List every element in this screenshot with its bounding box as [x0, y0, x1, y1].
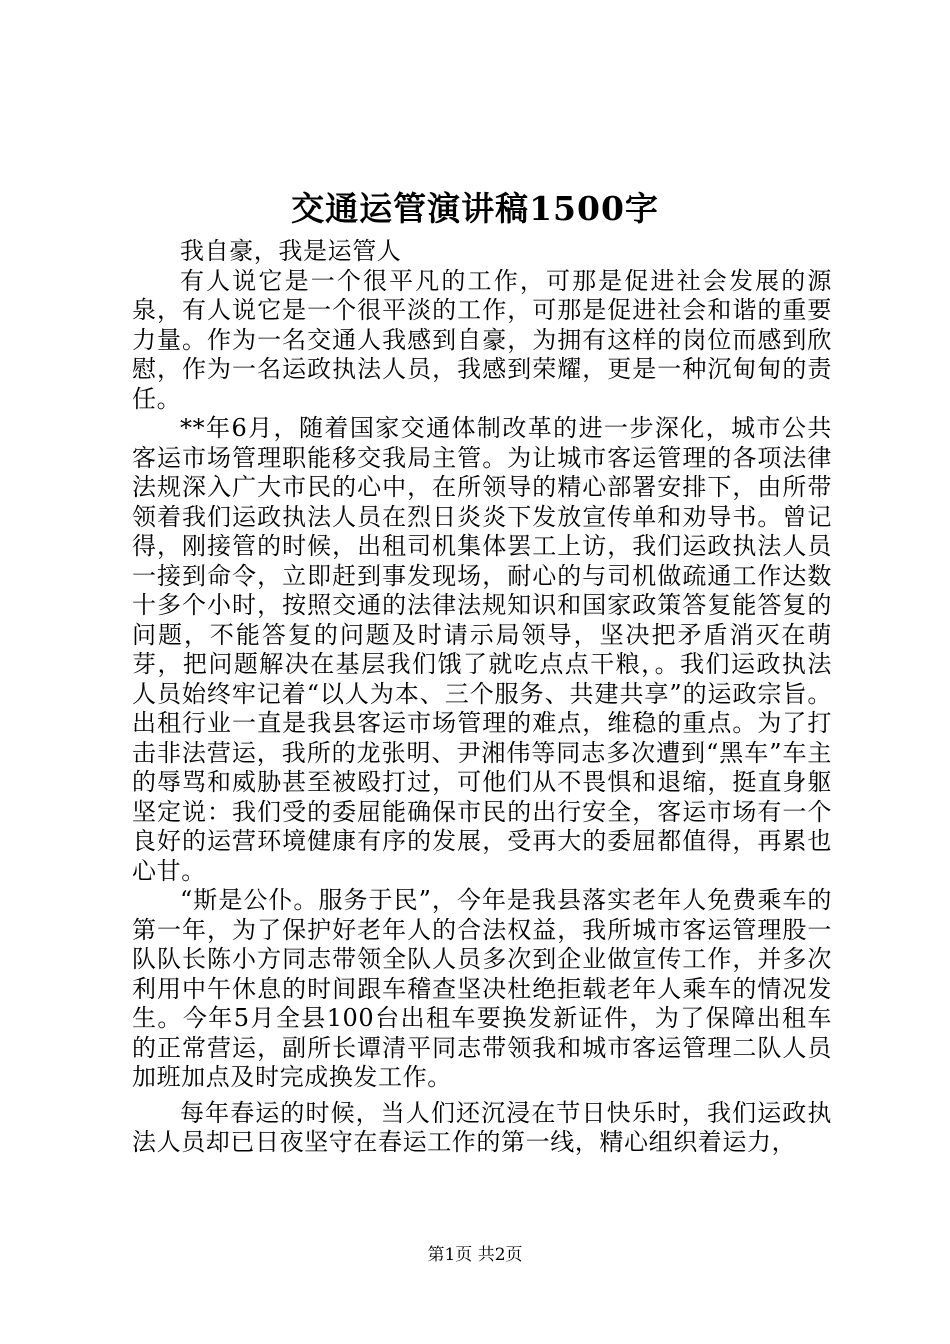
paragraph: 有人说它是一个很平凡的工作，可那是促进社会发展的源泉，有人说它是一个很平淡的工作，可那是促进社会和谐的重要力量。作为一名交通人我感到自豪，为拥有这样的岗位而感到欣慰，作为一名运政执法人员，我感到荣耀，更是一种沉甸甸的责任。: [132, 266, 832, 413]
document-body: [132, 237, 832, 1158]
document-title: 交通运管演讲稿1500字: [291, 189, 659, 228]
paragraph: 每年春运的时候，当人们还沉浸在节日快乐时，我们运政执法人员却已日夜坚守在春运工作的第一线，精心组织着运力，: [132, 1098, 832, 1156]
paragraph: “斯是公仆。服务于民”，今年是我县落实老年人免费乘车的第一年，为了保护好老年人的合法权益，我所城市客运管理股一队队长陈小方同志带领全队人员多次到企业做宣传工作，并多次利用中午休息的时间跟车稽查坚决杜绝拒载老年人乘车的情况发生。今年5月全县100台出租车要换发新证件，为了保障出租车的正常营运，副所长谭清平同志带领我和城市客运管理二队人员加班加点及时完成换发工作。: [132, 886, 832, 1091]
paragraph: **年6月，随着国家交通体制改革的进一步深化，城市公共客运市场管理职能移交我局主管。为让城市客运管理的各项法律法规深入广大市民的心中，在所领导的精心部署安排下，由所带领着我们运政执法人员在烈日炎炎下发放宣传单和劝导书。曾记得，刚接管的时候，出租司机集体罢工上访，我们运政执法人员一接到命令，立即赶到事发现场，耐心的与司机做疏通工作达数十多个小时，按照交通的法律法规知识和国家政策答复能答复的问题，不能答复的问题及时请示局领导，坚决把矛盾消灭在萌芽，把问题解决在基层我们饿了就吃点点干粮，。我们运政执法人员始终牢记着“以人为本、三个服务、共建共享”的运政宗旨。出租行业一直是我县客运市场管理的难点，维稳的重点。为了打击非法营运，我所的龙张明、尹湘伟等同志多次遭到“黑车”车主的辱骂和威胁甚至被殴打过，可他们从不畏惧和退缩，挺直身躯坚定说：我们受的委屈能确保市民的出行安全，客运市场有一个良好的运营环境健康有序的发展，受再大的委屈都值得，再累也心甘。: [132, 414, 832, 885]
paragraph-heading: 我自豪，我是运管人: [180, 237, 402, 265]
page-footer: 第1页 共2页: [427, 1245, 523, 1265]
